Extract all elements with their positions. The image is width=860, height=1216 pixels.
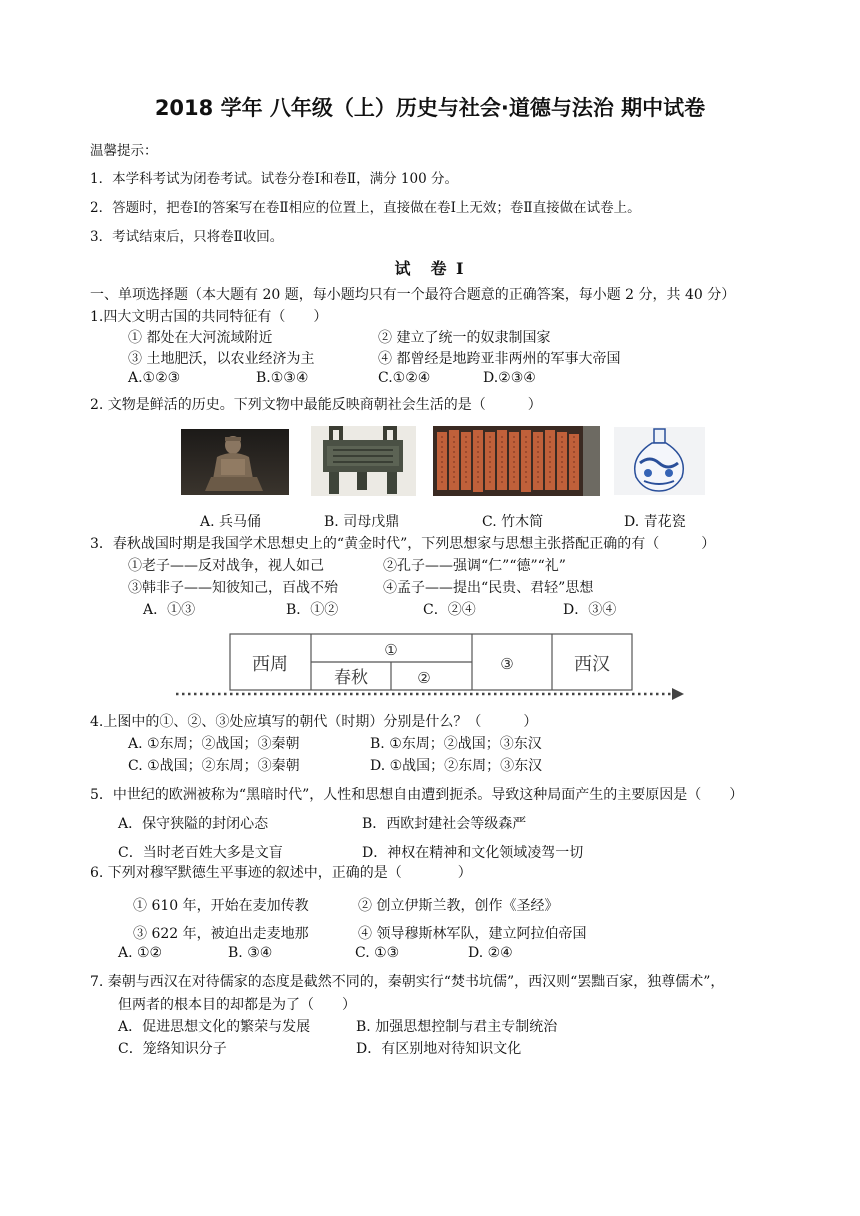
porcelain-vase-image: [614, 427, 705, 495]
q3-option-c: C．②④: [423, 602, 476, 618]
q1-statement: ③ 土地肥沃，以农业经济为主: [128, 351, 315, 367]
q4-stem: 4.上图中的①、②、③处应填写的朝代（时期）分别是什么？（ ）: [90, 714, 538, 730]
dynasty-timeline-diagram: [170, 630, 690, 702]
q6-statement: ③ 622 年，被迫出走麦地那: [133, 926, 309, 942]
q3-option-b: B．①②: [286, 602, 339, 618]
q2-stem: 2. 文物是鲜活的历史。下列文物中最能反映商朝社会生活的是（ ）: [90, 397, 542, 413]
q5-option-b: B．西欧封建社会等级森严: [362, 816, 527, 832]
notice-item: 1．本学科考试为闭卷考试。试卷分卷Ⅰ和卷Ⅱ，满分 100 分。: [90, 171, 458, 187]
q6-statement: ② 创立伊斯兰教，创作《圣经》: [358, 898, 559, 914]
q2-option-a: A. 兵马俑: [200, 514, 262, 530]
section-title: 试 卷 Ⅰ: [394, 259, 466, 278]
q1-statement: ② 建立了统一的奴隶制国家: [378, 330, 551, 346]
timeline-blank-3: ③: [500, 655, 514, 673]
timeline-chunqiu: 春秋: [334, 668, 368, 688]
q6-statement: ④ 领导穆斯林军队，建立阿拉伯帝国: [358, 926, 587, 942]
q1-statement: ④ 都曾经是地跨亚非两州的军事大帝国: [378, 351, 621, 367]
q1-option-a: A.①②③: [128, 370, 181, 386]
part-heading: 一、单项选择题（本大题有 20 题，每小题均只有一个最符合题意的正确答案，每小题 2 分，共 40 分）: [90, 287, 736, 303]
q1-option-d: D.②③④: [483, 370, 536, 386]
q3-statement: ②孔子——强调“仁”“德”“礼”: [383, 558, 566, 574]
q4-option-d: D. ①战国；②东周；③东汉: [370, 758, 543, 774]
q5-stem: 5．中世纪的欧洲被称为“黑暗时代”，人性和思想自由遭到扼杀。导致这种局面产生的主要原因是（ ）: [90, 787, 744, 803]
notice-heading: 温馨提示：: [90, 143, 158, 159]
q6-statement: ① 610 年，开始在麦加传教: [133, 898, 309, 914]
q1-stem: 1.四大文明古国的共同特征有（ ）: [90, 309, 328, 325]
q6-stem: 6. 下列对穆罕默德生平事迹的叙述中，正确的是（ ）: [90, 865, 472, 881]
q7-stem-line1: 7. 秦朝与西汉在对待儒家的态度是截然不同的，秦朝实行“焚书坑儒”，西汉则“罢黜百家，独尊儒术”，: [90, 974, 725, 990]
q7-option-a: A．促进思想文化的繁荣与发展: [118, 1019, 311, 1035]
q3-statement: ④孟子——提出“民贵、君轻”思想: [383, 580, 594, 596]
notice-item: 3．考试结束后，只将卷Ⅱ收回。: [90, 229, 284, 245]
timeline-xihan: 西汉: [574, 654, 610, 675]
bamboo-slips-image: [433, 426, 600, 496]
q4-option-b: B. ①东周；②战国；③东汉: [370, 736, 542, 752]
q7-option-c: C．笼络知识分子: [118, 1041, 227, 1057]
q5-option-d: D．神权在精神和文化领域凌驾一切: [362, 845, 584, 861]
q3-option-a: A．①③: [143, 602, 196, 618]
q6-option-c: C. ①③: [355, 945, 400, 961]
timeline-blank-2: ②: [417, 669, 431, 687]
q5-option-c: C．当时老百姓大多是文盲: [118, 845, 283, 861]
q6-option-a: A. ①②: [118, 945, 163, 961]
q2-option-c: C. 竹木简: [482, 514, 544, 530]
timeline-arrowhead: [672, 688, 684, 700]
q7-option-b: B. 加强思想控制与君主专制统治: [356, 1019, 558, 1035]
q5-option-a: A．保守狭隘的封闭心态: [118, 816, 269, 832]
q3-stem: 3．春秋战国时期是我国学术思想史上的“黄金时代”，下列思想家与思想主张搭配正确的有（ ）: [90, 536, 716, 552]
notice-item: 2．答题时，把卷Ⅰ的答案写在卷Ⅱ相应的位置上，直接做在卷Ⅰ上无效；卷Ⅱ直接做在试卷上。: [90, 200, 641, 216]
q1-statement: ① 都处在大河流域附近: [128, 330, 273, 346]
q1-option-b: B.①③④: [256, 370, 309, 386]
q4-option-c: C. ①战国；②东周；③秦朝: [128, 758, 300, 774]
timeline-blank-1: ①: [384, 641, 398, 659]
timeline-xizhou: 西周: [252, 654, 288, 675]
q6-option-d: D. ②④: [468, 945, 513, 961]
q4-option-a: A. ①东周；②战国；③秦朝: [128, 736, 300, 752]
q6-option-b: B. ③④: [228, 945, 273, 961]
q3-option-d: D．③④: [563, 602, 617, 618]
q1-option-c: C.①②④: [378, 370, 431, 386]
terracotta-warrior-image: [181, 429, 289, 495]
q3-statement: ③韩非子——知彼知己，百战不殆: [128, 580, 338, 596]
q7-stem-line2: 但两者的根本目的却都是为了（ ）: [118, 997, 356, 1013]
q2-option-d: D. 青花瓷: [624, 514, 686, 530]
bronze-ding-image: [311, 426, 416, 496]
q3-statement: ①老子——反对战争，视人如己: [128, 558, 324, 574]
exam-title: 2018 学年 八年级（上）历史与社会·道德与法治 期中试卷: [154, 96, 706, 120]
q7-option-d: D．有区别地对待知识文化: [356, 1041, 522, 1057]
q2-option-b: B. 司母戊鼎: [324, 514, 400, 530]
